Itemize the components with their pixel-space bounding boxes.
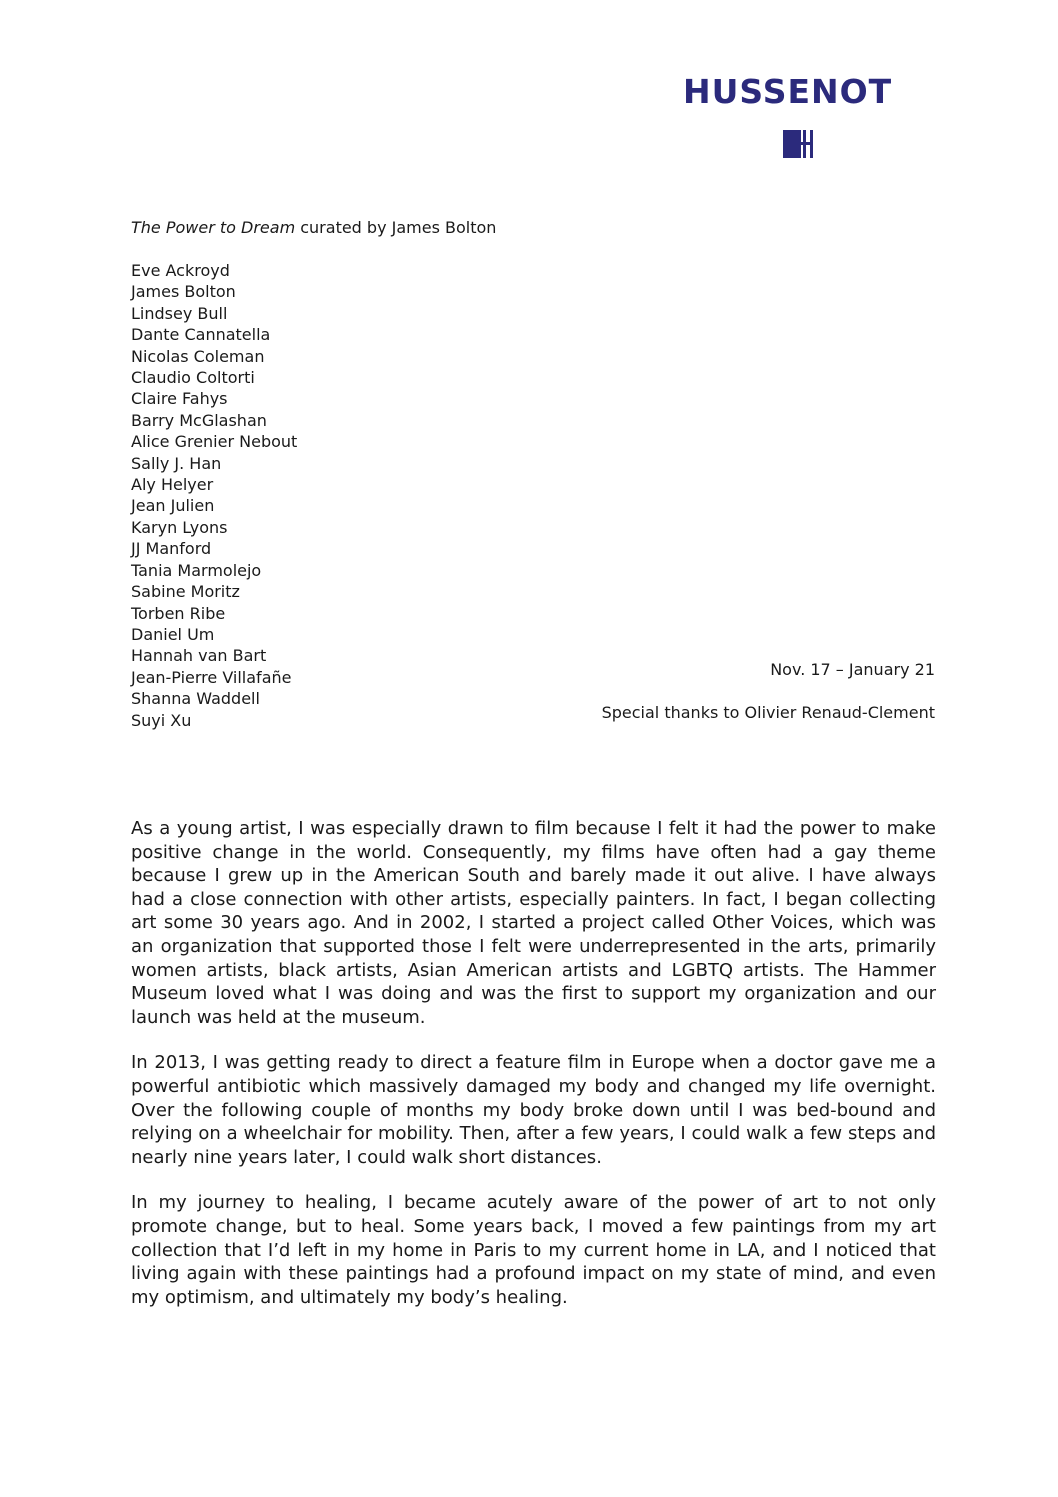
artist-name: Sally J. Han bbox=[131, 453, 222, 473]
artist-name: Alice Grenier Nebout bbox=[131, 432, 298, 452]
artist-name: Barry McGlashan bbox=[131, 410, 267, 430]
exhibition-title: The Power to Dream bbox=[131, 218, 296, 237]
artist-name: Daniel Um bbox=[131, 624, 215, 644]
paragraph: In my journey to healing, I became acutely aware of the power of art to not only promote change, but to heal. Some years back, I moved a few paintings from my art collection that I’d left in my home in Paris to my current home in LA, and I noticed that living again with these paintings had a profound impact on my state of mind, and even my optimism, and ultimately my body’s healing. bbox=[131, 1192, 936, 1308]
artist-name: Suyi Xu bbox=[131, 710, 192, 730]
curator-credit: curated by James Bolton bbox=[295, 218, 497, 237]
artist-name: Shanna Waddell bbox=[131, 689, 260, 709]
artist-name: JJ Manford bbox=[131, 539, 212, 559]
exhibition-dates: Nov. 17 – January 21 bbox=[770, 660, 935, 679]
artist-name: Torben Ribe bbox=[131, 603, 226, 623]
artist-name: Claire Fahys bbox=[131, 389, 228, 409]
artist-name: James Bolton bbox=[131, 282, 236, 302]
special-thanks: Special thanks to Olivier Renaud-Clement bbox=[601, 703, 935, 722]
artist-name: Lindsey Bull bbox=[131, 303, 228, 323]
artist-list bbox=[131, 260, 297, 731]
artist-name: Eve Ackroyd bbox=[131, 261, 230, 280]
paragraph: As a young artist, I was especially drawn to film because I felt it had the power to make positive change in the world. Consequently, my films have often had a gay theme because I grew up in the American South and barely made it out alive. I have always had a close connection with other artists, especially painters. In fact, I began collecting art some 30 years ago. And in 2002, I started a project called Other Voices, which was an organization that supported those I felt were underrepresented in the arts, primarily women artists, black artists, Asian American artists and LGBTQ artists. The Hammer Museum loved what I was doing and was the first to support my organization and our launch was held at the museum. bbox=[131, 818, 936, 1028]
gallery-logo-mark-icon bbox=[783, 130, 813, 158]
artist-name: Jean Julien bbox=[131, 496, 215, 516]
artist-name: Sabine Moritz bbox=[131, 582, 240, 602]
artist-name: Hannah van Bart bbox=[131, 646, 267, 666]
artist-name: Claudio Coltorti bbox=[131, 368, 255, 388]
press-text bbox=[131, 817, 936, 1331]
artist-name: Dante Cannatella bbox=[131, 325, 271, 345]
artist-name: Aly Helyer bbox=[131, 475, 214, 495]
gallery-logo-wordmark: HUSSENOT bbox=[683, 72, 893, 111]
exhibition-title-line bbox=[131, 217, 496, 239]
paragraph: In 2013, I was getting ready to direct a feature film in Europe when a doctor gave me a powerful antibiotic which massively damaged my body and changed my life overnight. Over the following couple of months my body broke down until I was bed-bound and relying on a wheelchair for mobility. Then, after a few years, I could walk a few steps and nearly nine years later, I could walk short distances. bbox=[131, 1052, 936, 1168]
artist-name: Karyn Lyons bbox=[131, 517, 228, 537]
artist-name: Nicolas Coleman bbox=[131, 346, 265, 366]
artist-name: Jean-Pierre Villafañe bbox=[131, 667, 292, 687]
artist-name: Tania Marmolejo bbox=[131, 560, 262, 580]
